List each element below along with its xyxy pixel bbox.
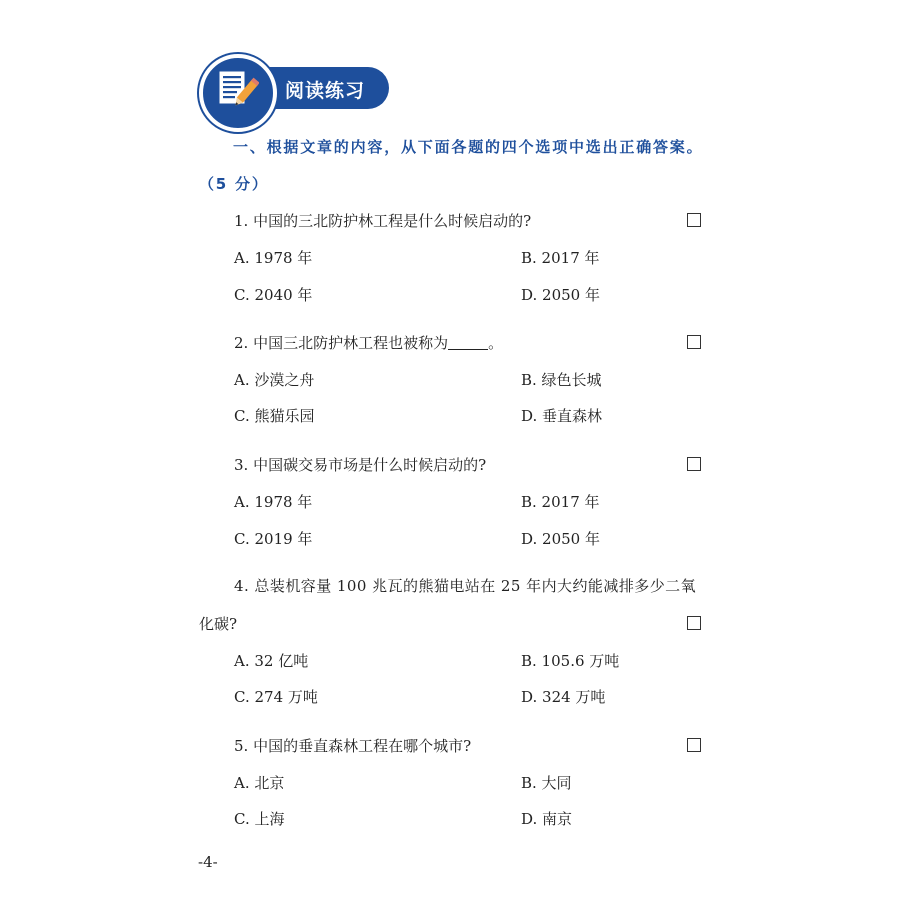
option-b[interactable]: B. 大同: [521, 774, 572, 792]
option-d[interactable]: D. 2050 年: [521, 530, 600, 548]
option-b[interactable]: B. 105.6 万吨: [521, 652, 620, 670]
option-c[interactable]: C. 熊猫乐园: [234, 407, 315, 425]
option-d[interactable]: D. 324 万吨: [521, 688, 606, 706]
question-stem-end: 。: [488, 334, 504, 352]
option-a[interactable]: A. 1978 年: [234, 249, 313, 267]
option-b[interactable]: B. 绿色长城: [521, 371, 602, 389]
question-stem-line1: 4. 总装机容量 100 兆瓦的熊猫电站在 25 年内大约能减排多少二氧: [234, 577, 697, 595]
answer-checkbox[interactable]: [687, 738, 701, 752]
instruction-text: 一、根据文章的内容，从下面各题的四个选项中选出正确答案。: [233, 138, 704, 156]
option-c[interactable]: C. 274 万吨: [234, 688, 318, 706]
answer-checkbox[interactable]: [687, 616, 701, 630]
section-title: 阅读练习: [285, 80, 366, 102]
option-d[interactable]: D. 垂直森林: [521, 407, 603, 425]
fill-in-blank: [448, 335, 488, 350]
question-stem: 1. 中国的三北防护林工程是什么时候启动的?: [234, 212, 532, 230]
option-c[interactable]: C. 2040 年: [234, 286, 313, 304]
answer-checkbox[interactable]: [687, 335, 701, 349]
document-pencil-icon: [211, 66, 259, 112]
option-c[interactable]: C. 上海: [234, 810, 285, 828]
question-stem: 3. 中国碳交易市场是什么时候启动的?: [234, 456, 487, 474]
option-a[interactable]: A. 1978 年: [234, 493, 313, 511]
instruction-score: （5 分）: [199, 175, 269, 193]
option-a[interactable]: A. 北京: [234, 774, 285, 792]
option-a[interactable]: A. 32 亿吨: [234, 652, 309, 670]
option-b[interactable]: B. 2017 年: [521, 249, 600, 267]
option-b[interactable]: B. 2017 年: [521, 493, 600, 511]
question-stem: [234, 332, 503, 353]
option-c[interactable]: C. 2019 年: [234, 530, 313, 548]
answer-checkbox[interactable]: [687, 457, 701, 471]
question-stem-line2: 化碳?: [199, 615, 238, 633]
answer-checkbox[interactable]: [687, 213, 701, 227]
option-d[interactable]: D. 2050 年: [521, 286, 600, 304]
option-d[interactable]: D. 南京: [521, 810, 573, 828]
question-stem-text: 2. 中国三北防护林工程也被称为: [234, 334, 449, 352]
option-a[interactable]: A. 沙漠之舟: [234, 371, 315, 389]
question-stem: 5. 中国的垂直森林工程在哪个城市?: [234, 737, 472, 755]
page-number: -4-: [198, 853, 218, 871]
section-banner: [199, 64, 391, 114]
